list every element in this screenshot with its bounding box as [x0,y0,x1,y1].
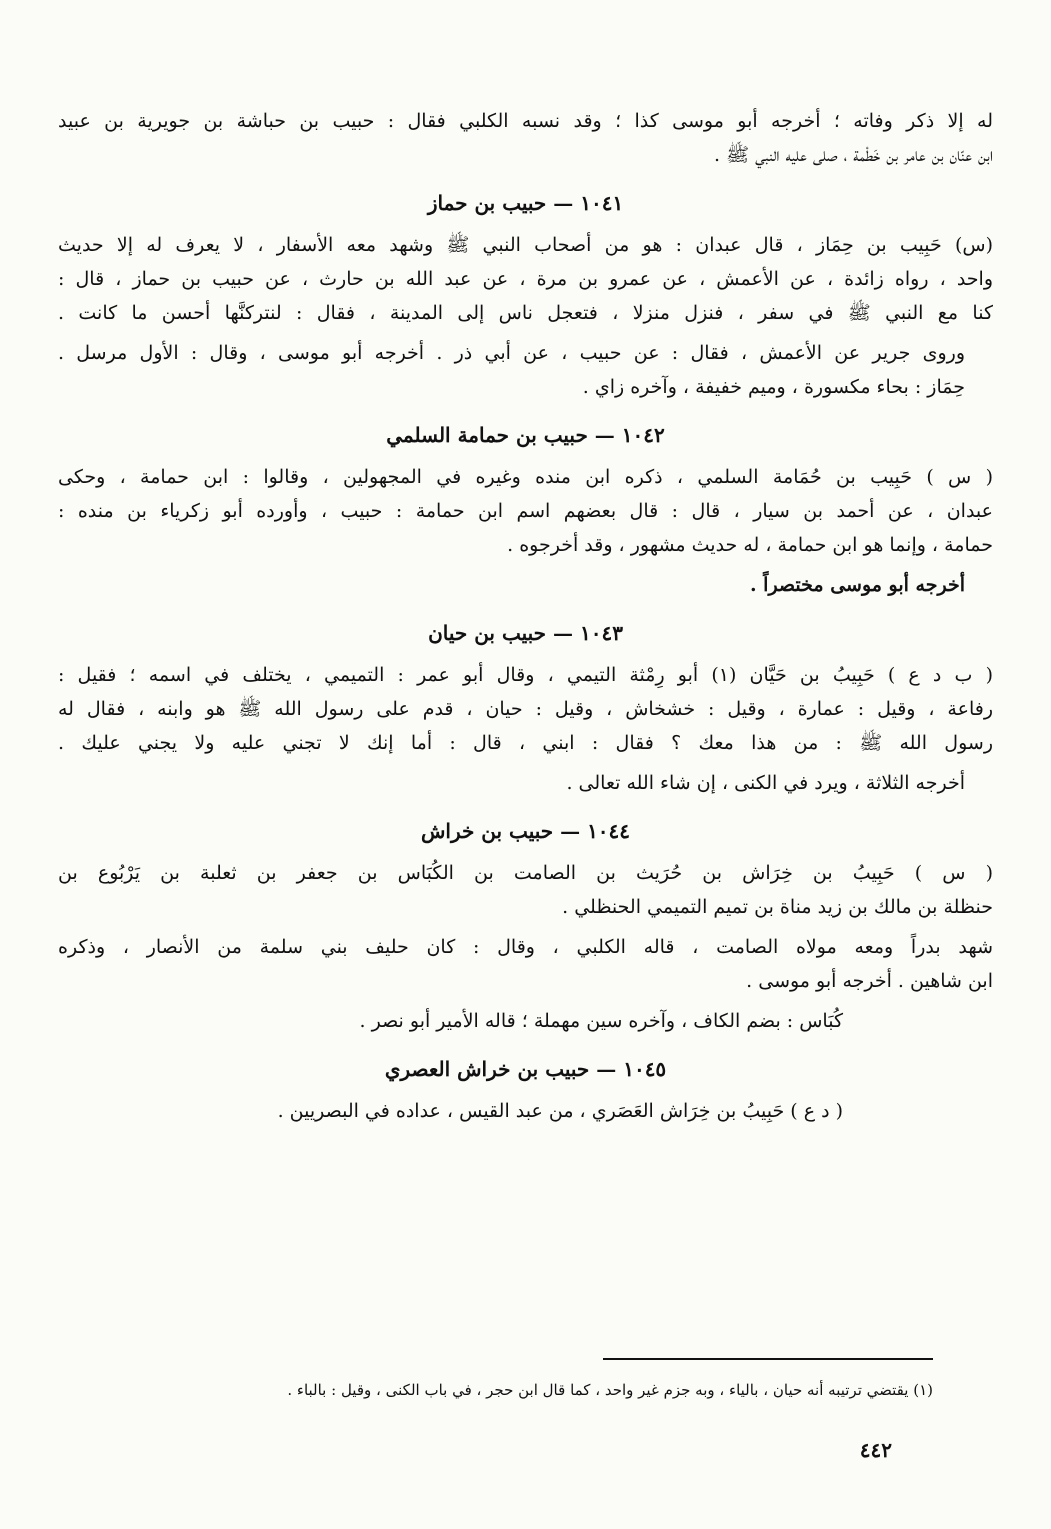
intro-line-2: ابن عنّان بن عامر بن خَطْمة ، صلى عليه النبي ﷺ . [714,144,993,166]
page-number: ٤٤٢ [859,1438,892,1462]
entry-heading-1045: ١٠٤٥ — حبيب بن خراش العصري [384,1057,667,1081]
entry-1043-line: رفاعة ، وقيل : عمارة ، وقيل : خشخاش ، وقيل : حيان ، قدم على رسول الله ﷺ هو وابنه ، فقال له [58,698,993,720]
entry-1044-line: حنظلة بن مالك بن زيد مناة بن تميم التميمي الحنظلي . [562,896,993,918]
footnote-divider [603,1358,933,1360]
entry-1041-line: واحد ، رواه زائدة ، عن الأعمش ، عن عمرو بن مرة ، عن عبد الله بن حارث ، عن حبيب بن حماز ، قال : [58,268,993,290]
entry-1044-line: كُبَاس : بضم الكاف ، وآخره سين مهملة ؛ قاله الأمير أبو نصر . [359,1010,843,1032]
entry-1041-line: كنا مع النبي ﷺ في سفر ، فنزل منزلا ، فتعجل ناس إلى المدينة ، فقال : لنتركنَّها أحسن ما كانت . [58,302,993,324]
entry-1044-line: شهد بدراً ومعه مولاه الصامت ، قاله الكلبي ، وقال : كان حليف بني سلمة من الأنصار ، وذكره [58,936,993,958]
entry-heading-1041: ١٠٤١ — حبيب بن حماز [427,191,624,215]
intro-line-1: له إلا ذكر وفاته ؛ أخرجه أبو موسى كذا ؛ وقد نسبه الكلبي فقال : حبيب بن حباشة بن جويرية بن عبيد [58,110,993,132]
entry-1042-line: ( س ) حَبِيب بن حُمَامة السلمي ، ذكره ابن منده وغيره في المجهولين ، وقالوا : ابن حمامة ، وحكى [58,466,993,488]
entry-1042-line: عبدان ، عن أحمد بن سيار ، قال : قال بعضهم اسم ابن حمامة : حبيب ، وأورده أبو زكرياء بن منده : [58,500,993,522]
entry-1043-line: ( ب د ع ) حَبِيبُ بن حَيَّان (١) أبو رِمْثة التيمي ، وقال أبو عمر : التميمي ، يختلف في اسمه ؛ فقيل : [58,664,993,686]
entry-1041-line: وروى جرير عن الأعمش ، فقال : عن حبيب ، عن أبي ذر . أخرجه أبو موسى ، وقال : الأول مرسل . [58,342,965,364]
entry-heading-1042: ١٠٤٢ — حبيب بن حمامة السلمي [386,423,665,447]
entry-1044-line: ( س ) حَبِيبُ بن خِرَاش بن حُرَيث بن الصامت بن الكُبَاس بن جعفر بن ثعلبة بن يَرْبُوع بن [58,862,993,884]
entry-heading-1044: ١٠٤٤ — حبيب بن خراش [420,819,631,843]
entry-1043-line: رسول الله ﷺ : من هذا معك ؟ فقال : ابني ، قال : أما إنك لا تجني عليه ولا يجني عليك . [58,732,993,754]
entry-1042-line: أخرجه أبو موسى مختصراً . [749,574,965,596]
entry-heading-1043: ١٠٤٣ — حبيب بن حيان [428,621,623,645]
entry-1045-line: ( د ع ) حَبِيبُ بن خِرَاش العَصَري ، من عبد القيس ، عداده في البصريين . [277,1100,843,1122]
entry-1042-line: حمامة ، وإنما هو ابن حمامة ، له حديث مشهور ، وقد أخرجوه . [507,534,993,556]
entry-1044-line: ابن شاهين . أخرجه أبو موسى . [746,970,993,992]
entry-1043-line: أخرجه الثلاثة ، ويرد في الكنى ، إن شاء الله تعالى . [566,772,965,794]
entry-1041-line: حِمَاز : بحاء مكسورة ، وميم خفيفة ، وآخره زاي . [582,376,965,398]
footnote: (١) يقتضي ترتيبه أنه حيان ، بالياء ، وبه جزم غير واحد ، كما قال ابن حجر ، في باب الكنى ، وقيل : بالباء . [287,1381,933,1399]
page-body [58,104,993,1128]
entry-1041-line: (س) حَبِيب بن حِمَاز ، قال عبدان : هو من أصحاب النبي ﷺ وشهد معه الأسفار ، لا يعرف له إلا حديث [58,234,993,256]
